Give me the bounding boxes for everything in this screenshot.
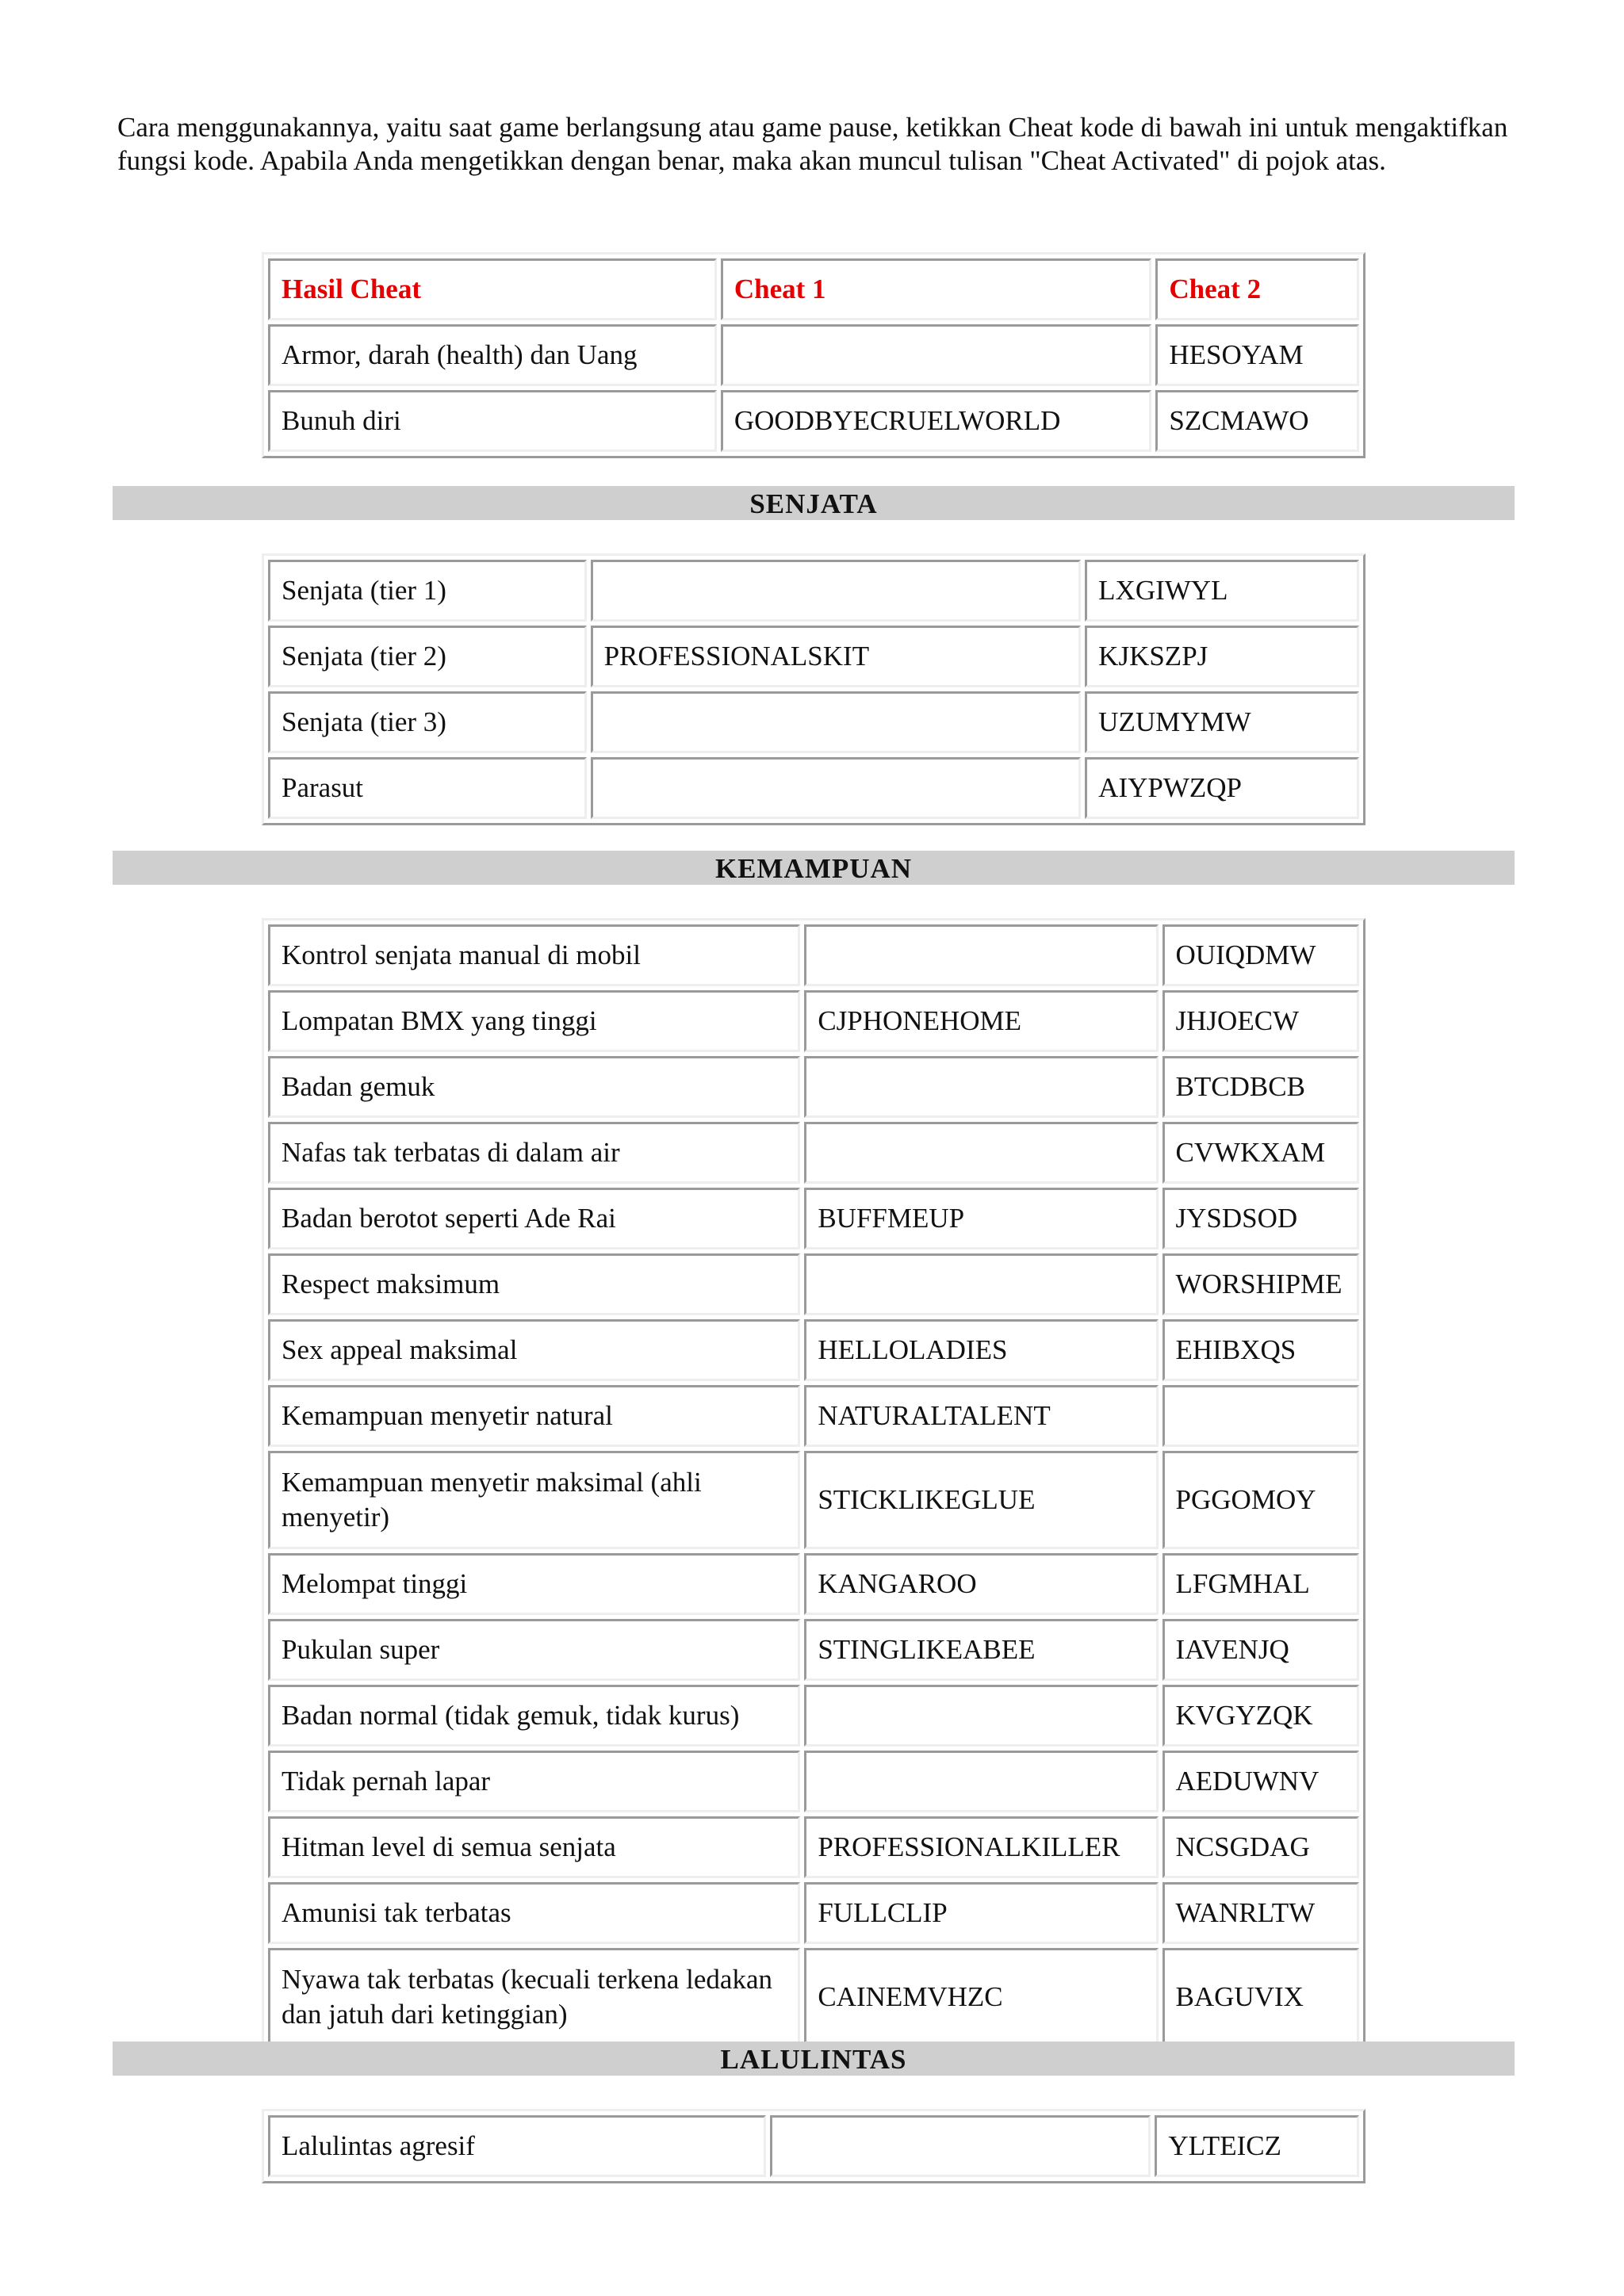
cheat-code-1 bbox=[804, 1122, 1158, 1184]
cheat-effect: Respect maksimum bbox=[268, 1253, 800, 1315]
cheat-code-1: FULLCLIP bbox=[804, 1882, 1158, 1944]
cheat-code-1: KANGAROO bbox=[804, 1553, 1158, 1615]
cheat-code-1: NATURALTALENT bbox=[804, 1385, 1158, 1447]
cheat-code-1: GOODBYECRUELWORLD bbox=[721, 390, 1152, 452]
cheat-effect: Bunuh diri bbox=[268, 390, 717, 452]
table-row bbox=[268, 1619, 1359, 1681]
header-cheat-1: Cheat 1 bbox=[721, 258, 1152, 320]
cheat-code-1 bbox=[591, 691, 1082, 753]
table-row bbox=[268, 1253, 1359, 1315]
cheat-effect: Lalulintas agresif bbox=[268, 2115, 766, 2177]
cheat-code-2: NCSGDAG bbox=[1162, 1816, 1359, 1878]
cheat-effect: Senjata (tier 3) bbox=[268, 691, 587, 753]
table-header-row bbox=[268, 258, 1359, 320]
cheat-effect: Sex appeal maksimal bbox=[268, 1319, 800, 1381]
cheat-code-2: HESOYAM bbox=[1155, 324, 1359, 386]
cheat-code-1: PROFESSIONALKILLER bbox=[804, 1816, 1158, 1878]
kemampuan-cheat-table bbox=[262, 918, 1365, 2053]
cheat-code-2 bbox=[1162, 1385, 1359, 1447]
table-row bbox=[268, 1816, 1359, 1878]
table-row bbox=[268, 757, 1359, 819]
table-row bbox=[268, 1553, 1359, 1615]
general-cheat-table bbox=[262, 252, 1365, 458]
cheat-code-1: CJPHONEHOME bbox=[804, 990, 1158, 1052]
section-title-lalulintas: LALULINTAS bbox=[113, 2042, 1515, 2076]
table-row bbox=[268, 1882, 1359, 1944]
cheat-code-1 bbox=[804, 1056, 1158, 1118]
cheat-effect: Badan berotot seperti Ade Rai bbox=[268, 1188, 800, 1249]
cheat-code-2: JHJOECW bbox=[1162, 990, 1359, 1052]
cheat-code-2: KVGYZQK bbox=[1162, 1685, 1359, 1747]
cheat-code-1 bbox=[770, 2115, 1151, 2177]
cheat-effect: Nafas tak terbatas di dalam air bbox=[268, 1122, 800, 1184]
cheat-effect: Lompatan BMX yang tinggi bbox=[268, 990, 800, 1052]
table-row bbox=[268, 924, 1359, 986]
cheat-code-2: AEDUWNV bbox=[1162, 1751, 1359, 1812]
cheat-effect: Kemampuan menyetir maksimal (ahli menyetir) bbox=[268, 1451, 800, 1549]
cheat-effect: Parasut bbox=[268, 757, 587, 819]
cheat-effect: Badan gemuk bbox=[268, 1056, 800, 1118]
cheat-code-2: YLTEICZ bbox=[1155, 2115, 1359, 2177]
cheat-code-1 bbox=[804, 924, 1158, 986]
table-row bbox=[268, 560, 1359, 622]
cheat-code-2: IAVENJQ bbox=[1162, 1619, 1359, 1681]
cheat-effect: Melompat tinggi bbox=[268, 1553, 800, 1615]
cheat-code-2: OUIQDMW bbox=[1162, 924, 1359, 986]
cheat-code-1: BUFFMEUP bbox=[804, 1188, 1158, 1249]
cheat-code-2: SZCMAWO bbox=[1155, 390, 1359, 452]
table-row bbox=[268, 1451, 1359, 1549]
table-row bbox=[268, 1188, 1359, 1249]
cheat-code-2: AIYPWZQP bbox=[1085, 757, 1359, 819]
lalulintas-cheat-table bbox=[262, 2109, 1365, 2183]
cheat-code-2: WANRLTW bbox=[1162, 1882, 1359, 1944]
header-hasil-cheat: Hasil Cheat bbox=[268, 258, 717, 320]
table-row bbox=[268, 626, 1359, 687]
cheat-effect: Badan normal (tidak gemuk, tidak kurus) bbox=[268, 1685, 800, 1747]
cheat-code-1 bbox=[804, 1685, 1158, 1747]
cheat-code-1 bbox=[804, 1253, 1158, 1315]
cheat-code-1: PROFESSIONALSKIT bbox=[591, 626, 1082, 687]
cheat-code-2: KJKSZPJ bbox=[1085, 626, 1359, 687]
cheat-effect: Tidak pernah lapar bbox=[268, 1751, 800, 1812]
senjata-cheat-table bbox=[262, 553, 1365, 825]
table-row bbox=[268, 990, 1359, 1052]
table-row bbox=[268, 1319, 1359, 1381]
cheat-code-1: STINGLIKEABEE bbox=[804, 1619, 1158, 1681]
cheat-code-1: STICKLIKEGLUE bbox=[804, 1451, 1158, 1549]
cheat-code-1 bbox=[591, 757, 1082, 819]
table-row bbox=[268, 1685, 1359, 1747]
table-row bbox=[268, 324, 1359, 386]
cheat-effect: Senjata (tier 1) bbox=[268, 560, 587, 622]
cheat-code-2: LXGIWYL bbox=[1085, 560, 1359, 622]
cheat-code-1 bbox=[804, 1751, 1158, 1812]
cheat-effect: Kemampuan menyetir natural bbox=[268, 1385, 800, 1447]
table-row bbox=[268, 1751, 1359, 1812]
cheat-code-1 bbox=[591, 560, 1082, 622]
table-row bbox=[268, 2115, 1359, 2177]
cheat-effect: Kontrol senjata manual di mobil bbox=[268, 924, 800, 986]
cheat-code-1 bbox=[721, 324, 1152, 386]
cheat-code-2: EHIBXQS bbox=[1162, 1319, 1359, 1381]
cheat-code-2: LFGMHAL bbox=[1162, 1553, 1359, 1615]
cheat-effect: Armor, darah (health) dan Uang bbox=[268, 324, 717, 386]
table-row bbox=[268, 390, 1359, 452]
intro-paragraph: Cara menggunakannya, yaitu saat game berlangsung atau game pause, ketikkan Cheat kode di bawah ini untuk mengaktifkan fungsi kode. Apabila Anda mengetikkan dengan benar, maka akan muncul tulisan "Cheat Activated" di pojok atas. bbox=[117, 112, 1508, 176]
cheat-effect: Nyawa tak terbatas (kecuali terkena ledakan dan jatuh dari ketinggian) bbox=[268, 1948, 800, 2046]
cheat-effect: Senjata (tier 2) bbox=[268, 626, 587, 687]
table-row bbox=[268, 691, 1359, 753]
table-row bbox=[268, 1056, 1359, 1118]
table-row bbox=[268, 1122, 1359, 1184]
cheat-effect: Pukulan super bbox=[268, 1619, 800, 1681]
table-row bbox=[268, 1385, 1359, 1447]
cheat-code-2: JYSDSOD bbox=[1162, 1188, 1359, 1249]
cheat-code-2: CVWKXAM bbox=[1162, 1122, 1359, 1184]
cheat-code-2: BTCDBCB bbox=[1162, 1056, 1359, 1118]
table-row bbox=[268, 1948, 1359, 2046]
cheat-code-2: WORSHIPME bbox=[1162, 1253, 1359, 1315]
cheat-code-1: CAINEMVHZC bbox=[804, 1948, 1158, 2046]
cheat-code-2: PGGOMOY bbox=[1162, 1451, 1359, 1549]
cheat-code-2: BAGUVIX bbox=[1162, 1948, 1359, 2046]
header-cheat-2: Cheat 2 bbox=[1155, 258, 1359, 320]
cheat-code-1: HELLOLADIES bbox=[804, 1319, 1158, 1381]
cheat-effect: Hitman level di semua senjata bbox=[268, 1816, 800, 1878]
cheat-code-2: UZUMYMW bbox=[1085, 691, 1359, 753]
cheat-effect: Amunisi tak terbatas bbox=[268, 1882, 800, 1944]
section-title-senjata: SENJATA bbox=[113, 486, 1515, 520]
section-title-kemampuan: KEMAMPUAN bbox=[113, 851, 1515, 885]
